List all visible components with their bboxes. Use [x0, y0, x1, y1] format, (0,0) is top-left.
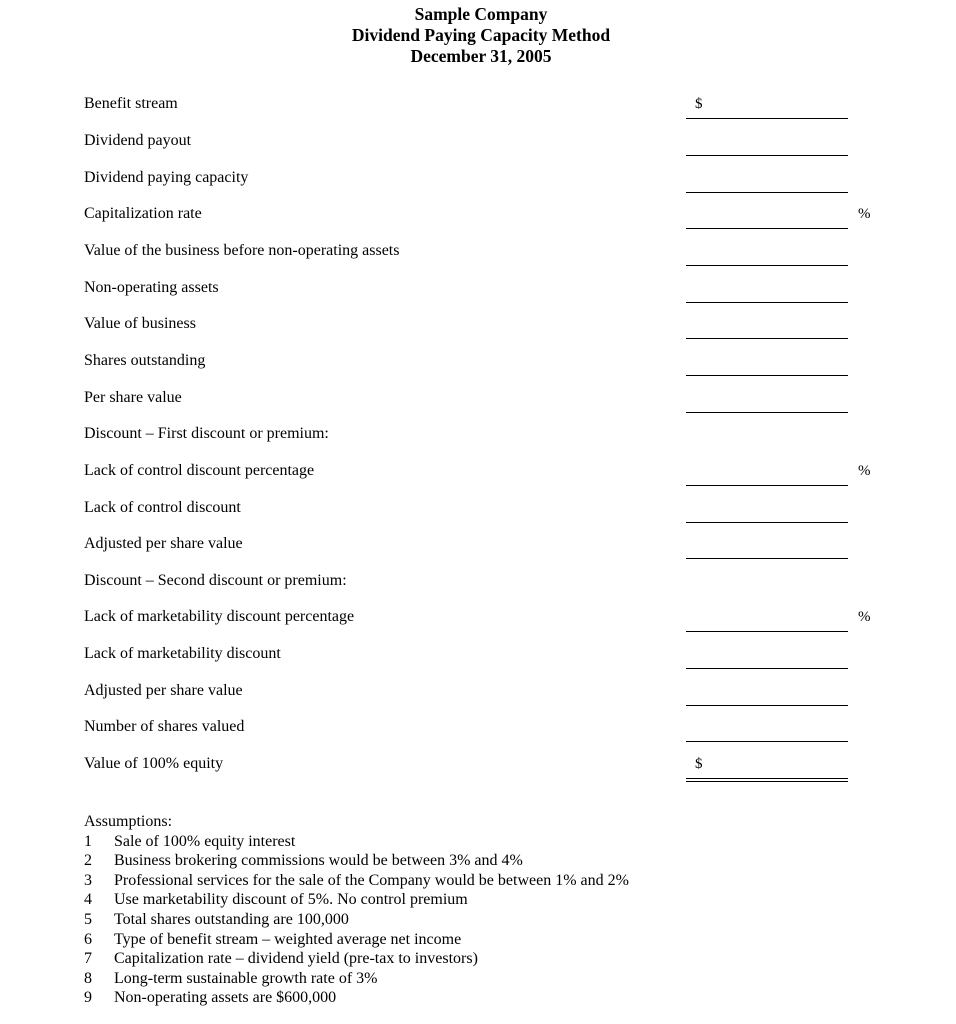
- assumption-number: 5: [84, 910, 92, 928]
- assumption-item: [84, 949, 804, 969]
- assumption-number: 7: [84, 950, 92, 968]
- row-adjusted-per-share-2: [84, 679, 884, 703]
- row-second-discount-heading: [84, 569, 884, 593]
- assumption-number: 2: [84, 852, 92, 870]
- method-title: Dividend Paying Capacity Method: [351, 25, 611, 45]
- assumption-number: 3: [84, 871, 92, 889]
- row-label: Lack of control discount: [84, 499, 241, 516]
- row-adjusted-per-share-1: [84, 532, 884, 556]
- assumption-number: 1: [84, 832, 92, 850]
- answer-line[interactable]: [686, 741, 848, 742]
- percent-sign: %: [858, 206, 871, 222]
- answer-line[interactable]: [686, 228, 848, 229]
- assumption-text: Non-operating assets are $600,000: [114, 989, 337, 1007]
- assumption-item: [84, 969, 804, 989]
- row-label: Adjusted per share value: [84, 682, 243, 699]
- answer-line[interactable]: [686, 118, 848, 119]
- assumption-item: [84, 988, 804, 1008]
- section-label: Discount – Second discount or premium:: [84, 572, 347, 589]
- assumption-item: [84, 871, 804, 891]
- answer-line[interactable]: [686, 522, 848, 523]
- report-date: December 31, 2005: [410, 46, 552, 66]
- row-label: Value of the business before non-operating assets: [84, 242, 400, 259]
- answer-line[interactable]: [686, 631, 848, 632]
- assumption-item: [84, 851, 804, 871]
- assumption-text: Professional services for the sale of the Company would be between 1% and 2%: [114, 871, 629, 889]
- assumption-item: [84, 890, 804, 910]
- row-label: Lack of marketability discount: [84, 645, 281, 662]
- row-non-operating-assets: [84, 276, 884, 300]
- section-label: Discount – First discount or premium:: [84, 425, 329, 442]
- company-name: Sample Company: [414, 4, 548, 24]
- row-value-of-business: [84, 312, 884, 336]
- assumptions-title: Assumptions:: [84, 813, 173, 830]
- row-number-of-shares-valued: [84, 715, 884, 739]
- row-label: Per share value: [84, 389, 182, 406]
- row-label: Number of shares valued: [84, 718, 245, 735]
- answer-line[interactable]: [686, 302, 848, 303]
- answer-line[interactable]: [686, 558, 848, 559]
- answer-line[interactable]: [686, 265, 848, 266]
- percent-sign: %: [858, 609, 871, 625]
- row-value-of-100-equity: [84, 752, 884, 776]
- row-label: Adjusted per share value: [84, 535, 243, 552]
- answer-line[interactable]: [686, 338, 848, 339]
- answer-line[interactable]: [686, 155, 848, 156]
- assumption-text: Total shares outstanding are 100,000: [114, 910, 349, 928]
- row-label: Benefit stream: [84, 95, 178, 112]
- answer-line[interactable]: [686, 485, 848, 486]
- row-per-share-value: [84, 386, 884, 410]
- answer-line[interactable]: [686, 375, 848, 376]
- document-header: [0, 4, 956, 67]
- row-dividend-paying-capacity: [84, 166, 884, 190]
- row-label: Capitalization rate: [84, 205, 202, 222]
- row-label: Value of business: [84, 315, 196, 332]
- answer-double-line[interactable]: [686, 778, 848, 779]
- row-label: Non-operating assets: [84, 279, 219, 296]
- assumption-text: Long-term sustainable growth rate of 3%: [114, 969, 378, 987]
- row-label: Lack of control discount percentage: [84, 462, 315, 479]
- row-label: Value of 100% equity: [84, 755, 224, 772]
- assumption-text: Capitalization rate – dividend yield (pre-tax to investors): [114, 950, 478, 968]
- row-label: Lack of marketability discount percentage: [84, 608, 355, 625]
- answer-line[interactable]: [686, 192, 848, 193]
- row-lack-of-marketability-discount: [84, 642, 884, 666]
- row-benefit-stream: [84, 92, 884, 116]
- row-label: Shares outstanding: [84, 352, 206, 369]
- row-first-discount-heading: [84, 422, 884, 446]
- answer-line[interactable]: [686, 668, 848, 669]
- row-label: Dividend paying capacity: [84, 169, 249, 186]
- assumption-number: 9: [84, 989, 92, 1007]
- assumption-number: 6: [84, 930, 92, 948]
- assumption-number: 4: [84, 891, 92, 909]
- answer-line[interactable]: [686, 705, 848, 706]
- row-label: Dividend payout: [84, 132, 192, 149]
- dollar-sign: $: [695, 756, 703, 772]
- assumption-item: [84, 910, 804, 930]
- assumptions-section: [84, 812, 804, 1008]
- assumption-text: Use marketability discount of 5%. No control premium: [114, 891, 468, 909]
- assumption-item: [84, 832, 804, 852]
- row-shares-outstanding: [84, 349, 884, 373]
- assumption-text: Type of benefit stream – weighted average net income: [114, 930, 462, 948]
- assumption-text: Business brokering commissions would be between 3% and 4%: [114, 852, 523, 870]
- assumption-text: Sale of 100% equity interest: [114, 832, 296, 850]
- row-lack-of-marketability-pct: [84, 605, 884, 629]
- row-value-before-non-operating: [84, 239, 884, 263]
- assumption-number: 8: [84, 969, 92, 987]
- percent-sign: %: [858, 463, 871, 479]
- row-lack-of-control-discount: [84, 496, 884, 520]
- dollar-sign: $: [695, 96, 703, 112]
- row-dividend-payout: [84, 129, 884, 153]
- assumption-item: [84, 930, 804, 950]
- answer-line[interactable]: [686, 412, 848, 413]
- row-lack-of-control-pct: [84, 459, 884, 483]
- row-capitalization-rate: [84, 202, 884, 226]
